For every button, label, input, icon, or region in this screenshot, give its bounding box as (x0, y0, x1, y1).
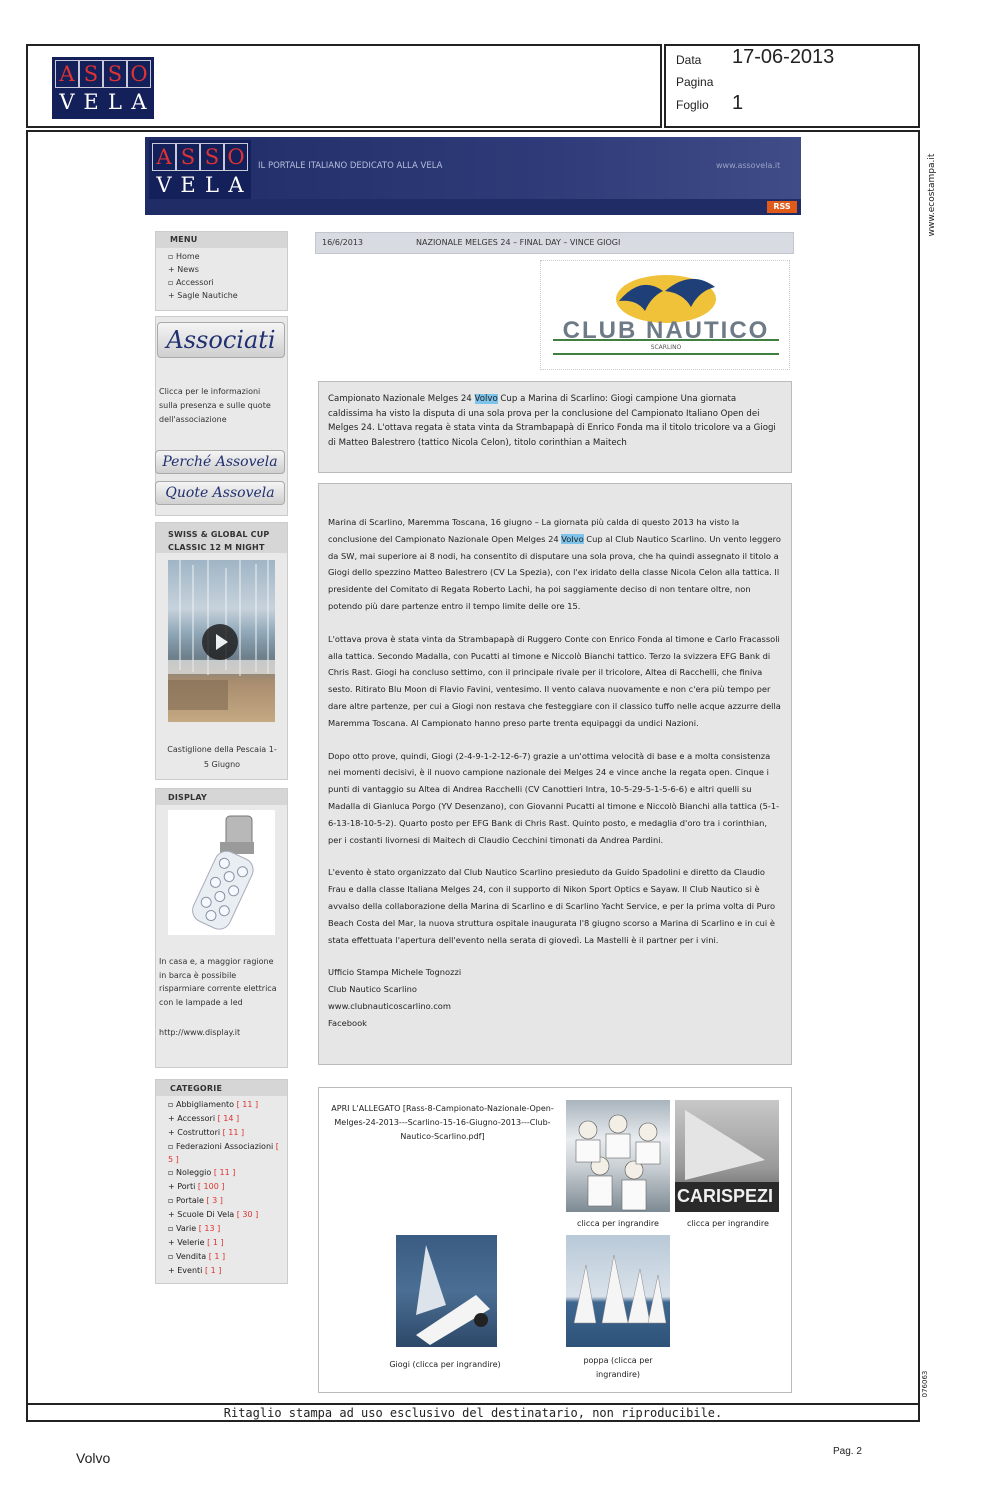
photo-caption[interactable]: clicca per ingrandire (577, 1219, 659, 1228)
sheet-value: 1 (732, 92, 744, 114)
footer-keyword: Volvo (76, 1450, 111, 1466)
signature-link[interactable]: www.clubnauticoscarlino.com (328, 1000, 451, 1011)
category-name: Vendita (175, 1252, 207, 1261)
poppa-image (566, 1235, 670, 1347)
side-url: www.ecostampa.it (927, 153, 937, 237)
category-item[interactable]: ▫ Portale [ 3 ] (168, 1196, 223, 1205)
category-name: Porti (177, 1182, 196, 1191)
video-thumbnail[interactable] (168, 560, 275, 722)
category-name: Accessori (177, 1114, 216, 1123)
logo-letter: S (200, 143, 224, 171)
photo-caption[interactable]: clicca per ingrandire (687, 1219, 769, 1228)
banner-logo[interactable] (149, 140, 251, 202)
menu-item-label: News (177, 265, 199, 274)
side-code: 076063 (921, 1370, 929, 1398)
category-count: [ 11 ] (222, 1128, 245, 1137)
article-date: 16/6/2013 (322, 238, 364, 247)
logo-letter: V (59, 90, 75, 114)
menu-item-home[interactable]: ▫ Home (168, 252, 200, 261)
category-name: Costruttori (177, 1128, 221, 1137)
category-count: [ 13 ] (198, 1224, 221, 1233)
led-lamp-image (168, 810, 275, 935)
intro-text (328, 392, 782, 450)
category-name: Varie (175, 1224, 197, 1233)
menu-item-label: Sagle Nautiche (177, 291, 238, 300)
photo-caption[interactable]: Giogi (clicca per ingrandire) (389, 1360, 501, 1369)
category-item[interactable]: + Porti [ 100 ] (168, 1182, 225, 1191)
logo-letter: E (180, 173, 196, 197)
banner-strip (145, 199, 801, 215)
sail-text: CARISPEZI (677, 1186, 774, 1206)
rss-button[interactable]: RSS (767, 201, 797, 213)
body-highlight: Volvo (561, 533, 584, 544)
category-count: [ 14 ] (217, 1114, 240, 1123)
categories-list (168, 1098, 283, 1278)
category-item[interactable]: ▫ Noleggio [ 11 ] (168, 1168, 236, 1177)
giogi-image (396, 1235, 497, 1347)
menu-title: MENU (170, 235, 198, 244)
perche-assovela-button[interactable]: Perché Assovela (155, 450, 285, 474)
intro-highlight: Volvo (474, 394, 498, 404)
category-name: Abbigliamento (175, 1100, 235, 1109)
logo-letter: O (224, 143, 248, 171)
logo-letter: E (83, 90, 99, 114)
category-count: [ 1 ] (208, 1252, 226, 1261)
article-title: NAZIONALE MELGES 24 – FINAL DAY – VINCE GIOGI (416, 238, 621, 247)
play-icon[interactable] (202, 624, 238, 660)
paragraph-text: Cup al Club Nautico Scarlino. Un vento leggero da SW, mai superiore ai 8 nodi, ha consentito di disputare una sola prova, che ha quindi assegnato il titolo a Giogi dello spezzino Matteo Balestrero (CV La Spezia), con l'ex iridato della classe Nicola Celon alla tattica. Il presidente del Comitato di Regata Roberto Lachi, ha poi saggiamente deciso di non tentare oltre, non potendo più dare partenze entro il tempo limite delle ore 15. (328, 533, 781, 611)
category-name: Eventi (177, 1266, 203, 1275)
video-caption: Castiglione della Pescaia 1-5 Giugno (167, 745, 277, 769)
category-count: [ 1 ] (204, 1266, 222, 1275)
attachment-link[interactable]: APRI L'ALLEGATO [Rass-8-Campionato-Nazionale-Open-Melges-24-2013---Scarlino-15-16-Giugno-2013---Club-Nautico-Scarlino.pdf] (331, 1104, 554, 1141)
category-item[interactable]: ▫ Federazioni Associazioni [ 5 ] (168, 1142, 279, 1164)
clipping-notice: Ritaglio stampa ad uso esclusivo del destinatario, non riproducibile. (223, 1406, 723, 1420)
category-item[interactable]: + Scuole Di Vela [ 30 ] (168, 1210, 259, 1219)
logo-letter: S (176, 143, 200, 171)
facebook-link[interactable]: Facebook (328, 1017, 367, 1028)
video-title: SWISS & GLOBAL CUP CLASSIC 12 M NIGHT (168, 530, 270, 552)
logo-letter: A (131, 90, 147, 114)
category-count: [ 1 ] (207, 1238, 224, 1247)
category-name: Portale (175, 1196, 204, 1205)
article-body (328, 514, 782, 1032)
category-count: [ 11 ] (236, 1100, 259, 1109)
display-title: DISPLAY (168, 793, 207, 802)
signature-line: Club Nautico Scarlino (328, 984, 417, 995)
category-name: Scuole Di Vela (177, 1210, 235, 1219)
menu-item-news[interactable]: + News (168, 265, 199, 274)
display-link[interactable]: http://www.display.it (159, 1028, 241, 1037)
paragraph-text: Marina di Scarlino, Maremma Toscana, 16 giugno – La giornata più calda di questo 2013 ha visto la conclusione del Campionato Nazionale Open Melges 24 (328, 517, 740, 544)
logo-letter: A (55, 60, 79, 88)
giogi-photo[interactable] (396, 1235, 497, 1347)
display-text: In casa e, a maggior ragione in barca è possibile risparmiare corrente elettrica con le lampade a led (159, 957, 277, 1007)
category-count: [ 100 ] (197, 1182, 225, 1191)
footer-page: Pag. 2 (833, 1446, 862, 1457)
date-value: 17-06-2013 (732, 46, 835, 68)
sheet-label: Foglio (676, 98, 709, 112)
sail-photo[interactable] (675, 1100, 779, 1212)
poppa-photo[interactable] (566, 1235, 670, 1347)
category-name: Velerie (177, 1238, 205, 1247)
article-paragraph: L'ottava prova è stata vinta da Strambapapà di Ruggero Conte con Enrico Fonda al timone e Carlo Fracassoli alla tattica. Secondo Madalla, con Pucatti al timone e Niccolò Bianchi tattico. Terzo la svizzera EFG Bank di Chris Rast. Giogi ha concluso settimo, con il principale rivale per il tricolore, Altea di Racchelli, che finiva sesto. Ritirato Blu Moon di Flavio Favini, ventesimo. Il vento calava nuovamente e non c'era più tempo per dare altre partenze, per cui a Giogi non restava che festeggiare con il classico tuffo nelle acque azzurre della Maremma Toscana. Al Campionato hanno preso parte trenta equipaggi da undici Nazioni. (328, 633, 781, 728)
intro-headline-a: Campionato Nazionale Melges 24 (328, 394, 475, 404)
menu-item-sagle[interactable]: + Sagle Nautiche (168, 291, 238, 300)
article-paragraph (328, 514, 782, 615)
category-item[interactable]: ▫ Varie [ 13 ] (168, 1224, 221, 1233)
associati-text: Clicca per le informazioni sulla presenza e sulle quote dell'associazione (159, 387, 271, 424)
category-item[interactable]: ▫ Vendita [ 1 ] (168, 1252, 226, 1261)
category-count: [ 3 ] (206, 1196, 223, 1205)
page-label: Pagina (676, 75, 714, 89)
category-item[interactable]: ▫ Abbigliamento [ 11 ] (168, 1100, 259, 1109)
intro-summary: Una giornata caldissima ha visto la disputa di una sola prova per la conclusione del Campionato Italiano Open dei Melges 24. L'ottava regata è stata vinta da Strambapapà di Enrico Fonda ma il titolo tricolore va a Giogi di Matteo Balestrero (tattico Nicola Celon), titolo corinthian a Maitech (328, 394, 776, 448)
article-paragraph: Dopo otto prove, quindi, Giogi (2-4-9-1-2-12-6-7) grazie a un'ottima velocità di base e a molta consistenza nei momenti decisivi, è il nuovo campione nazionale dei Melges 24 e vince anche la regata open. Cinque i punti di vantaggio su Altea di Andrea Racchelli (CV Canottieri Intra, 10-5-29-5-1-5-6-6) e altri quelli su Madalla di Gianluca Porgo (YV Desenzano), con Giovanni Pucatti al timone e Niccolò Bianchi alla tattica (5-1-6-13-18-10-5-2). Quarto posto per EFG Bank di Chris Rast. Quinto posto, e medaglia d'oro tra i corinthian, per i costanti livornesi di Maitech di Claudio Cecchini timonati da Andrea Pardini. (328, 750, 780, 845)
categories-title: CATEGORIE (170, 1084, 223, 1093)
menu-item-accessori[interactable]: ▫ Accessori (168, 278, 214, 287)
logo-letter: S (103, 60, 127, 88)
club-logo-emblem (541, 261, 791, 371)
menu-list (168, 250, 238, 302)
category-item[interactable]: + Eventi [ 1 ] (168, 1266, 222, 1275)
date-label: Data (676, 53, 702, 67)
category-name: Federazioni Associazioni (175, 1142, 274, 1151)
signature (328, 964, 782, 1031)
led-lamp-icon (168, 810, 275, 935)
logo-letter: A (152, 143, 176, 171)
photo-caption[interactable]: poppa (clicca per ingrandire) (583, 1356, 653, 1379)
intro-headline-b: Cup a Marina di Scarlino: Giogi campione (497, 394, 678, 404)
menu-item-label: Home (175, 252, 200, 261)
article-paragraph: L'evento è stato organizzato dal Club Nautico Scarlino presieduto da Guido Spadolini e diretto da Claudio Frau e dalla classe Italiana Melges 24, con il supporto di Nikon Sport Optics e Sayaw. Il Club Nautico si è avvalso della collaborazione della Marina di Scarlino e di Scarlino Yacht Service, e per la prima volta di Puro Beach Costa del Mar, la nuova struttura ospitale inaugurata l'8 giugno scorso a Marina di Scarlino e in cui è stata effettuata l'apertura dell'evento nella serata di giovedì. La Mastelli è il partner per i vini. (328, 867, 776, 945)
category-name: Noleggio (175, 1168, 212, 1177)
crew-image (566, 1100, 670, 1212)
assovela-logo (52, 57, 154, 119)
associati-banner[interactable]: Associati (157, 322, 285, 358)
site-url[interactable]: www.assovela.it (716, 161, 781, 170)
quote-assovela-button[interactable]: Quote Assovela (155, 481, 285, 505)
logo-letter: O (127, 60, 151, 88)
logo-letter: L (108, 90, 122, 114)
logo-letter: S (79, 60, 103, 88)
category-count: [ 11 ] (213, 1168, 236, 1177)
clipping-divider (26, 1403, 920, 1405)
category-item[interactable]: + Costruttori [ 11 ] (168, 1128, 245, 1137)
logo-letter: L (205, 173, 219, 197)
logo-letter: V (156, 173, 172, 197)
menu-item-label: Accessori (175, 278, 214, 287)
category-count: [ 30 ] (236, 1210, 259, 1219)
club-logo-text: CLUB NAUTICO (562, 317, 770, 344)
category-item[interactable]: + Velerie [ 1 ] (168, 1238, 224, 1247)
crew-photo[interactable] (566, 1100, 670, 1212)
category-count: [ 5 ] (168, 1142, 279, 1164)
category-item[interactable]: + Accessori [ 14 ] (168, 1114, 240, 1123)
site-tagline: IL PORTALE ITALIANO DEDICATO ALLA VELA (258, 161, 443, 171)
logo-letter: A (228, 173, 244, 197)
club-nautico-logo (540, 260, 790, 370)
signature-line: Ufficio Stampa Michele Tognozzi (328, 967, 462, 978)
club-logo-sub: SCARLINO (650, 344, 682, 351)
